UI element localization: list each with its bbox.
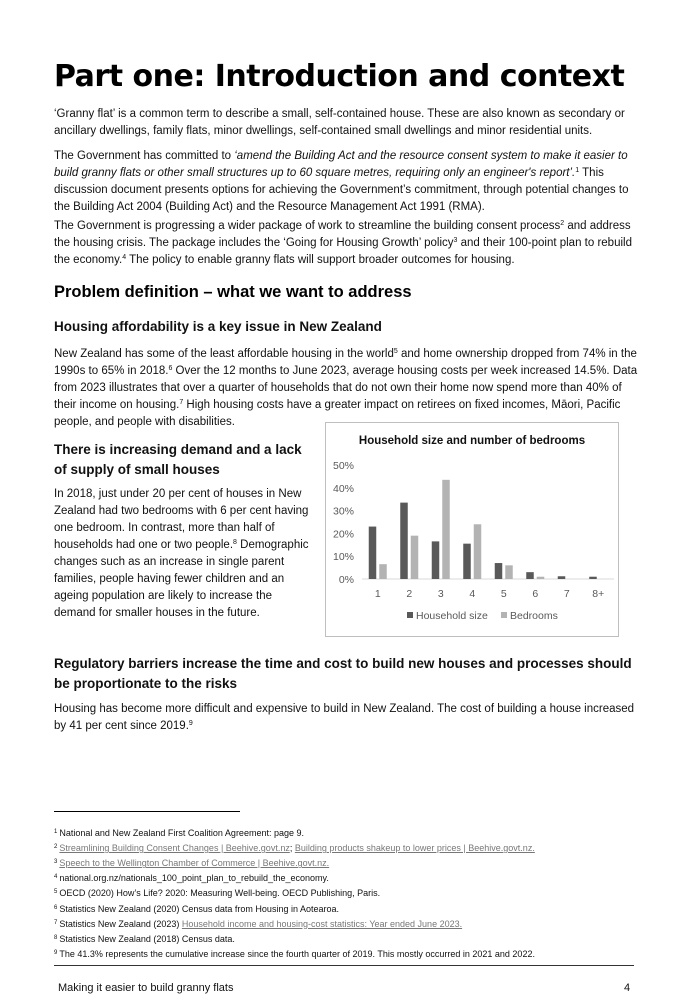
footnote-number: 3 [54, 859, 58, 866]
bar-household-size-6 [526, 572, 534, 579]
footnote-ref[interactable]: 5 [393, 348, 398, 355]
footnote-text: ; [289, 843, 295, 854]
bar-household-size-5 [495, 563, 503, 579]
footnote-ref[interactable]: 8 [233, 539, 237, 546]
footnote-link[interactable]: Building products shakeup to lower prices | Beehive.govt.nz. [294, 843, 535, 854]
page-number: 4 [624, 982, 631, 994]
footnote-2 [54, 841, 535, 854]
footnote-text: National and New Zealand First Coalition Agreement: page 9. [59, 828, 304, 838]
footnote-ref[interactable]: 7 [179, 399, 184, 406]
footnote-link[interactable]: Streamlining Building Consent Changes | Beehive.govt.nz [59, 843, 290, 854]
footnote-link[interactable]: Household income and housing-cost statistics: Year ended June 2023. [181, 918, 463, 929]
footnote-ref[interactable]: 2 [560, 220, 565, 227]
y-tick-label: 40% [332, 482, 354, 495]
footnote-8 [54, 932, 235, 945]
bar-bedrooms-6 [537, 577, 545, 579]
footnote-text: OECD (2020) How’s Life? 2020: Measuring Well-being. OECD Publishing, Paris. [59, 888, 381, 899]
demand-paragraph: In 2018, just under 20 per cent of houses in New Zealand had two bedrooms with 6 per cent having one bedroom. In contrast, more than half of households had one or two people.$^8$ Demographic changes such as an increase in single parent families, people having fewer children and an ageing population are likely to increase the demand for smaller houses in the future. [54, 488, 309, 619]
bar-household-size-8+ [589, 577, 597, 579]
footnote-number: 1 [54, 829, 58, 835]
bar-household-size-1 [369, 527, 377, 579]
chart-canvas [326, 423, 620, 638]
household-bedrooms-chart [325, 422, 619, 637]
legend-swatch [501, 612, 507, 618]
legend-label: Household size [416, 610, 488, 622]
problem-definition-heading: Problem definition – what we want to address [54, 283, 412, 301]
footnote-4 [54, 871, 329, 884]
footnote-5 [54, 886, 380, 899]
footnote-text: The 41.3% represents the cumulative increase since the fourth quarter of 2019. This mostly occurred in 2021 and 2022. [59, 948, 535, 959]
footnote-7 [54, 917, 462, 930]
bar-bedrooms-1 [379, 564, 387, 579]
intro-paragraph-3: The Government is progressing a wider package of work to streamline the building consent process$^2$ and address the housing crisis. The package includes the ‘Going for Housing Growth’ policy$^3$ and their 100-point plan to rebuild the economy.$^4$ The policy to enable granny flats will support broader outcomes for housing. [54, 220, 632, 266]
footnote-number: 4 [54, 874, 58, 881]
footnote-6 [54, 902, 339, 915]
bar-bedrooms-2 [411, 536, 419, 579]
y-tick-label: 10% [332, 551, 354, 564]
footnote-number: 8 [54, 934, 58, 941]
footnote-number: 7 [54, 919, 58, 926]
affordability-paragraph: New Zealand has some of the least affordable housing in the world$^5$ and home ownership dropped from 74% in the 1990s to 65% in 2018.$^6$ Over the 12 months to June 2023, average housing costs per week increased 14.5%. Data from 2023 illustrates that over a quarter of households that do not own their home now spend more than 40% of their income on housing.$^7$ High housing costs have a greater impact on retirees on fixed incomes, Māori, Pacific people, and people with disabilities. [54, 348, 638, 428]
footnote-separator [54, 811, 240, 812]
y-tick-label: 50% [332, 460, 354, 472]
footnote-ref[interactable]: 9 [188, 720, 193, 727]
footer-divider [54, 965, 634, 966]
x-tick-label: 8+ [592, 588, 605, 600]
page-title: Part one: Introduction and context [54, 59, 625, 94]
y-tick-label: 30% [332, 505, 354, 518]
y-tick-label: 20% [332, 528, 354, 541]
regulatory-paragraph: Housing has become more difficult and expensive to build in New Zealand. The cost of building a house increased by 41 per cent since 2019.$^9$ [54, 703, 635, 732]
footnote-number: 2 [54, 844, 58, 851]
x-tick-label: 6 [532, 588, 539, 600]
x-tick-label: 7 [563, 588, 570, 600]
x-tick-label: 1 [374, 588, 381, 600]
footnote-ref[interactable]: 6 [168, 365, 173, 372]
footer-document-title: Making it easier to build granny flats [58, 982, 234, 994]
demand-heading: There is increasing demand and a lack of supply of small houses [54, 442, 302, 477]
footnote-number: 6 [54, 904, 58, 911]
footnote-text: national.org.nz/nationals_100_point_plan_to_rebuild_the_economy. [59, 873, 329, 884]
footnote-1 [54, 826, 304, 839]
legend-label: Bedrooms [510, 610, 558, 622]
footnote-text: Statistics New Zealand (2023) [59, 918, 182, 929]
intro-paragraph-1: ‘Granny flat’ is a common term to describe a small, self-contained house. These are also known as secondary or ancillary dwellings, family flats, minor dwellings, self-contained small dwellings and minor residential units. [54, 108, 625, 137]
bar-household-size-3 [432, 541, 440, 579]
bar-bedrooms-4 [474, 524, 482, 579]
x-tick-label: 3 [437, 588, 444, 600]
footnote-9 [54, 947, 535, 960]
footnote-text: Statistics New Zealand (2020) Census data from Housing in Aotearoa. [59, 903, 339, 914]
footnote-text: Statistics New Zealand (2018) Census data. [59, 933, 235, 944]
commitment-quote: ‘amend the Building Act and the resource consent system to make it easier to build granny flats or other small structures up to 60 square metres, requiring only an engineer's report’. [54, 150, 628, 179]
footnote-ref[interactable]: 3 [453, 237, 458, 244]
bar-bedrooms-5 [505, 565, 513, 579]
footnote-ref[interactable]: 4 [122, 254, 127, 261]
footnote-number: 5 [54, 889, 58, 896]
bar-household-size-2 [400, 503, 408, 579]
footnote-ref[interactable]: 1 [575, 167, 580, 174]
affordability-heading: Housing affordability is a key issue in New Zealand [54, 319, 382, 334]
x-tick-label: 4 [469, 588, 476, 600]
footnote-link[interactable]: Speech to the Wellington Chamber of Commerce | Beehive.govt.nz. [59, 858, 330, 869]
bar-household-size-7 [558, 576, 566, 579]
bar-bedrooms-3 [442, 480, 450, 579]
intro-paragraph-2: The Government has committed to ‘amend the Building Act and the resource consent system to make it easier to build granny flats or other small structures up to 60 square metres, requiring only an engineer's report’.$^1$ This discussion document presents options for achieving the Government’s commitment, through potential changes to the Building Act 2004 (Building Act) and the Resource Management Act 1991 (RMA). [54, 150, 629, 213]
chart-title: Household size and number of bedrooms [358, 435, 586, 447]
bar-household-size-4 [463, 544, 471, 579]
legend-swatch [407, 612, 413, 618]
regulatory-heading: Regulatory barriers increase the time and cost to build new houses and processes should be proportionate to the risks [54, 656, 632, 691]
y-tick-label: 0% [338, 574, 354, 586]
x-tick-label: 5 [500, 588, 507, 600]
x-tick-label: 2 [406, 588, 413, 600]
footnote-3 [54, 856, 329, 869]
footnote-number: 9 [54, 949, 58, 956]
